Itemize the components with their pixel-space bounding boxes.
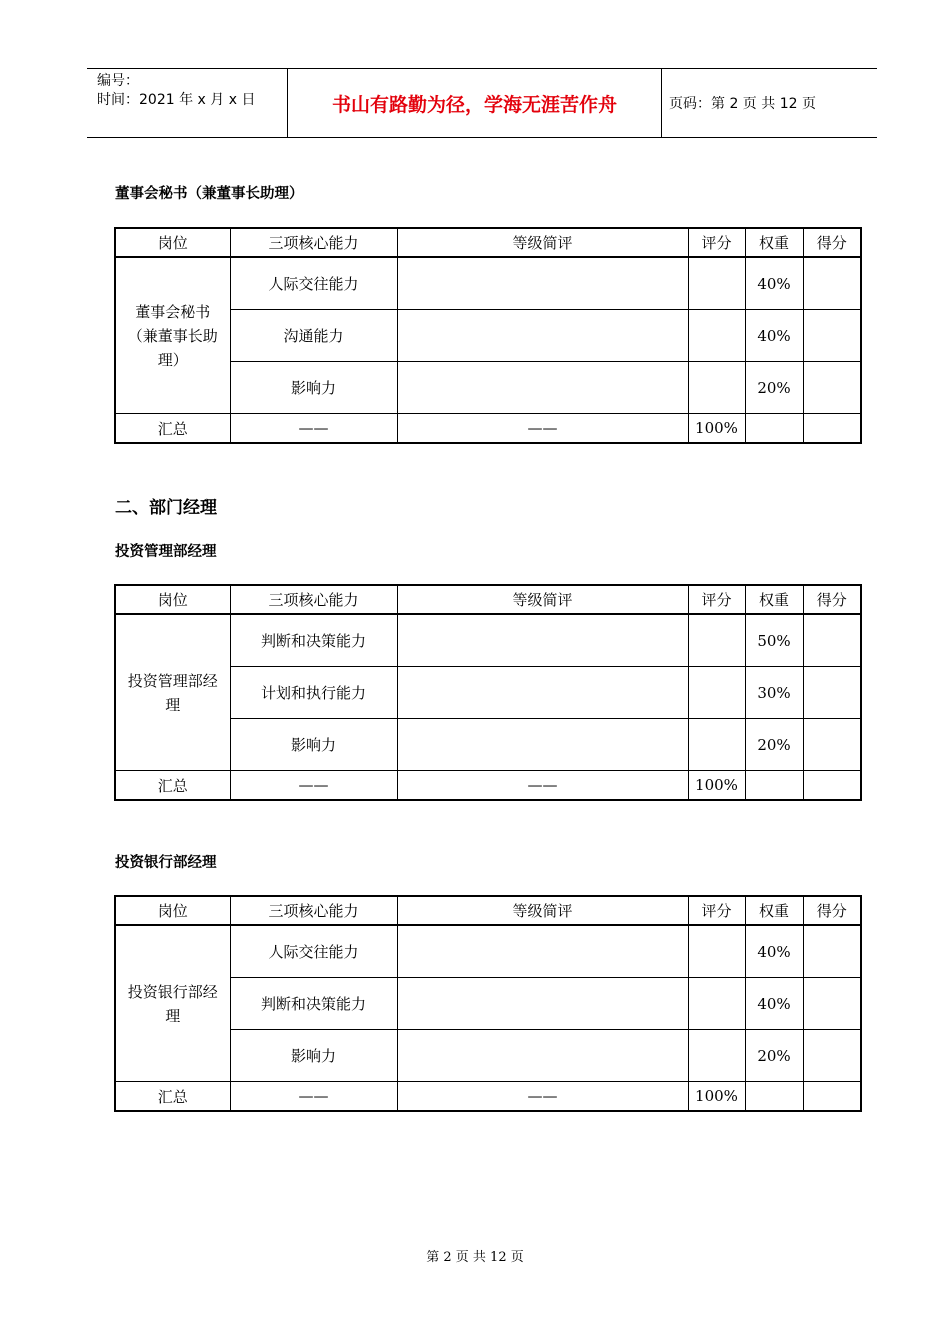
comment-cell[interactable] <box>397 310 688 362</box>
summary-dash: —— <box>230 414 397 444</box>
col-header-rating: 评分 <box>688 585 745 614</box>
summary-dash: —— <box>230 1082 397 1112</box>
summary-dash: —— <box>397 1082 688 1112</box>
section-title-investment-management: 投资管理部经理 <box>115 544 217 560</box>
evaluation-table-board-secretary <box>114 227 862 444</box>
score-cell[interactable] <box>803 362 861 414</box>
score-cell[interactable] <box>803 719 861 771</box>
header-motto: 书山有路勤为径，学海无涯苦作舟 <box>288 69 662 137</box>
summary-weight: 100% <box>688 1082 745 1112</box>
comment-cell[interactable] <box>397 978 688 1030</box>
col-header-rating: 评分 <box>688 896 745 925</box>
col-header-comment: 等级简评 <box>397 228 688 257</box>
weight-cell: 30% <box>745 667 803 719</box>
header-meta <box>87 69 288 137</box>
ability-cell: 人际交往能力 <box>230 257 397 310</box>
col-header-comment: 等级简评 <box>397 896 688 925</box>
col-header-abilities: 三项核心能力 <box>230 585 397 614</box>
table-row <box>115 257 861 310</box>
score-cell[interactable] <box>803 1030 861 1082</box>
page-footer: 第 2 页 共 12 页 <box>426 1250 524 1265</box>
weight-cell: 40% <box>745 978 803 1030</box>
rating-cell[interactable] <box>688 1030 745 1082</box>
summary-dash: —— <box>397 771 688 801</box>
col-header-abilities: 三项核心能力 <box>230 896 397 925</box>
score-cell[interactable] <box>803 667 861 719</box>
summary-score-cell[interactable] <box>745 1082 803 1112</box>
table-header-row <box>115 896 861 925</box>
score-cell[interactable] <box>803 310 861 362</box>
comment-cell[interactable] <box>397 667 688 719</box>
col-header-score: 得分 <box>803 896 861 925</box>
ability-cell: 人际交往能力 <box>230 925 397 978</box>
summary-weight: 100% <box>688 771 745 801</box>
summary-dash: —— <box>397 414 688 444</box>
rating-cell[interactable] <box>688 719 745 771</box>
table-header-row <box>115 228 861 257</box>
summary-label: 汇总 <box>115 771 230 801</box>
rating-cell[interactable] <box>688 667 745 719</box>
weight-cell: 20% <box>745 1030 803 1082</box>
col-header-rating: 评分 <box>688 228 745 257</box>
col-header-weight: 权重 <box>745 228 803 257</box>
ability-cell: 影响力 <box>230 719 397 771</box>
col-header-position: 岗位 <box>115 585 230 614</box>
col-header-comment: 等级简评 <box>397 585 688 614</box>
comment-cell[interactable] <box>397 362 688 414</box>
rating-cell[interactable] <box>688 257 745 310</box>
col-header-score: 得分 <box>803 228 861 257</box>
code-label: 编号： <box>97 73 139 89</box>
col-header-weight: 权重 <box>745 896 803 925</box>
summary-row <box>115 414 861 444</box>
ability-cell: 影响力 <box>230 1030 397 1082</box>
weight-cell: 40% <box>745 310 803 362</box>
section-title-department-managers: 二、部门经理 <box>115 498 217 518</box>
ability-cell: 判断和决策能力 <box>230 978 397 1030</box>
ability-cell: 计划和执行能力 <box>230 667 397 719</box>
summary-weight: 100% <box>688 414 745 444</box>
col-header-abilities: 三项核心能力 <box>230 228 397 257</box>
rating-cell[interactable] <box>688 978 745 1030</box>
summary-row <box>115 771 861 801</box>
col-header-score: 得分 <box>803 585 861 614</box>
comment-cell[interactable] <box>397 614 688 667</box>
rating-cell[interactable] <box>688 310 745 362</box>
weight-cell: 40% <box>745 257 803 310</box>
weight-cell: 40% <box>745 925 803 978</box>
summary-label: 汇总 <box>115 414 230 444</box>
evaluation-table-investment-banking <box>114 895 862 1112</box>
score-cell[interactable] <box>803 257 861 310</box>
summary-dash: —— <box>230 771 397 801</box>
position-cell: 投资银行部经理 <box>115 925 230 1082</box>
col-header-position: 岗位 <box>115 228 230 257</box>
score-cell[interactable] <box>803 925 861 978</box>
section-title-board-secretary: 董事会秘书（兼董事长助理） <box>115 186 304 202</box>
ability-cell: 影响力 <box>230 362 397 414</box>
score-cell[interactable] <box>803 978 861 1030</box>
ability-cell: 判断和决策能力 <box>230 614 397 667</box>
col-header-weight: 权重 <box>745 585 803 614</box>
ability-cell: 沟通能力 <box>230 310 397 362</box>
weight-cell: 20% <box>745 362 803 414</box>
comment-cell[interactable] <box>397 925 688 978</box>
summary-row <box>115 1082 861 1112</box>
table-header-row <box>115 585 861 614</box>
rating-cell[interactable] <box>688 614 745 667</box>
summary-label: 汇总 <box>115 1082 230 1112</box>
evaluation-table-investment-management <box>114 584 862 801</box>
comment-cell[interactable] <box>397 719 688 771</box>
rating-cell[interactable] <box>688 925 745 978</box>
position-cell: 投资管理部经理 <box>115 614 230 771</box>
page-header <box>87 68 877 138</box>
section-title-investment-banking: 投资银行部经理 <box>115 855 217 871</box>
score-cell[interactable] <box>803 614 861 667</box>
weight-cell: 50% <box>745 614 803 667</box>
summary-score-cell[interactable] <box>745 771 803 801</box>
rating-cell[interactable] <box>688 362 745 414</box>
comment-cell[interactable] <box>397 1030 688 1082</box>
time-label: 时间：2021 年 x 月 x 日 <box>97 92 256 108</box>
weight-cell: 20% <box>745 719 803 771</box>
table-row <box>115 614 861 667</box>
table-row <box>115 925 861 978</box>
position-cell: 董事会秘书（兼董事长助理） <box>115 257 230 414</box>
comment-cell[interactable] <box>397 257 688 310</box>
header-page-info: 页码：第 2 页 共 12 页 <box>669 96 816 112</box>
col-header-position: 岗位 <box>115 896 230 925</box>
summary-score-cell[interactable] <box>745 414 803 444</box>
